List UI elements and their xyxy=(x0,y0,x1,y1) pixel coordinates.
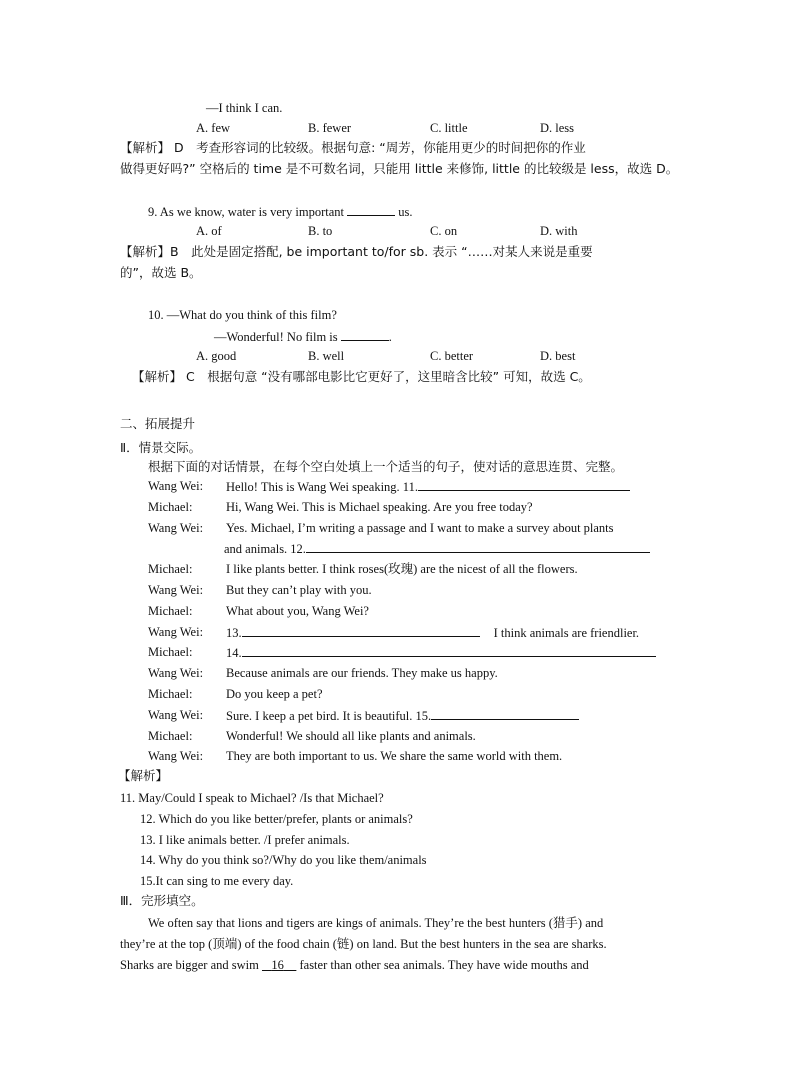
blank-16 xyxy=(262,958,296,972)
dialogue-speaker: Michael: xyxy=(148,562,193,576)
q8-option-c: C. little xyxy=(430,121,468,135)
q9-stem xyxy=(148,203,413,220)
dialogue-speaker: Wang Wei: xyxy=(148,666,204,680)
dialogue-line xyxy=(226,624,639,641)
blank-13 xyxy=(242,624,480,637)
q10-reply-text: —Wonderful! No film is xyxy=(214,330,338,344)
answer-item: 13. I like animals better. /I prefer animals. xyxy=(140,833,350,847)
q9-analysis-line1: 【解析】B 此处是固定搭配, be important to/for sb. 表示 “……对某人来说是重要 xyxy=(120,244,593,259)
q8-option-b: B. fewer xyxy=(308,121,352,135)
q8-analysis-line2: 做得更好吗?” 空格后的 time 是不可数名词，只能用 little 来修饰, little 的比较级是 less，故选 D。 xyxy=(120,161,679,176)
dialogue-speaker: Wang Wei: xyxy=(148,583,204,597)
blank-11 xyxy=(418,478,630,491)
dialogue-line: Do you keep a pet? xyxy=(226,687,323,701)
q9-stem-end: us. xyxy=(398,205,413,219)
dialogue-line: Yes. Michael, I’m writing a passage and I want to make a survey about plants xyxy=(226,521,614,535)
passage-text: faster than other sea animals. They have wide mouths and xyxy=(296,958,589,972)
answer-item: 11. May/Could I speak to Michael? /Is that Michael? xyxy=(120,791,384,805)
q8-option-a: A. few xyxy=(196,121,231,135)
part3-title: Ⅲ．完形填空。 xyxy=(120,893,204,908)
blank-12 xyxy=(306,540,650,553)
dialogue-text: Sure. I keep a pet bird. It is beautiful. 15. xyxy=(226,709,432,723)
q10-reply-end: . xyxy=(388,330,392,344)
q8-analysis-line1: 【解析】 D 考查形容词的比较级。根据句意: “周芳，你能用更少的时间把你的作业 xyxy=(120,140,586,155)
dialogue-text: I think animals are friendlier. xyxy=(493,626,640,640)
dialogue-line xyxy=(226,707,579,724)
q10-option-a: A. good xyxy=(196,349,237,363)
q9-option-a: A. of xyxy=(196,224,222,238)
dialogue-speaker: Wang Wei: xyxy=(148,521,204,535)
dialogue-line: Wonderful! We should all like plants and animals. xyxy=(226,729,476,743)
q9-stem-text: 9. As we know, water is very important xyxy=(148,205,345,219)
dialogue-speaker: Michael: xyxy=(148,687,193,701)
dialogue-speaker: Michael: xyxy=(148,500,193,514)
dialogue-speaker: Wang Wei: xyxy=(148,708,204,722)
q10-option-b: B. well xyxy=(308,349,345,363)
part2-title: Ⅱ．情景交际。 xyxy=(120,440,202,455)
dialogue-speaker: Wang Wei: xyxy=(148,479,204,493)
dialogue-speaker: Wang Wei: xyxy=(148,625,204,639)
answer-item: 12. Which do you like better/prefer, plants or animals? xyxy=(140,812,413,826)
dialogue-line: They are both important to us. We share the same world with them. xyxy=(226,749,563,763)
blank-16-number: 16 xyxy=(271,958,284,972)
part2-instruction: 根据下面的对话情景，在每个空白处填上一个适当的句子，使对话的意思连贯、完整。 xyxy=(148,459,624,474)
dialogue-line: Because animals are our friends. They make us happy. xyxy=(226,666,498,680)
dialogue-line: But they can’t play with you. xyxy=(226,583,372,597)
answers-label: 【解析】 xyxy=(118,768,169,783)
q9-analysis-line2: 的”，故选 B。 xyxy=(120,265,202,280)
dialogue-line xyxy=(224,540,650,557)
q10-option-d: D. best xyxy=(540,349,576,363)
dialogue-speaker: Michael: xyxy=(148,645,193,659)
q10-blank xyxy=(341,328,389,341)
passage-line: they’re at the top (顶端) of the food chain (链) on land. But the best hunters in the sea are sharks. xyxy=(120,937,607,951)
passage-line: We often say that lions and tigers are kings of animals. They’re the best hunters (猎手) and xyxy=(148,916,604,930)
dialogue-line xyxy=(226,644,656,661)
dialogue-text: and animals. 12. xyxy=(224,542,306,556)
q10-analysis: 【解析】 C 根据句意 “没有哪部电影比它更好了，这里暗含比较” 可知，故选 C。 xyxy=(132,369,591,384)
dialogue-line: I like plants better. I think roses(玫瑰) are the nicest of all the flowers. xyxy=(226,562,578,576)
q9-option-d: D. with xyxy=(540,224,578,238)
answer-item: 15.It can sing to me every day. xyxy=(140,874,294,888)
dialogue-text: Hello! This is Wang Wei speaking. 11. xyxy=(226,480,418,494)
blank-15 xyxy=(431,707,579,720)
q9-option-c: C. on xyxy=(430,224,458,238)
q10-stem: 10. —What do you think of this film? xyxy=(148,308,337,322)
dialogue-line: What about you, Wang Wei? xyxy=(226,604,369,618)
dialogue-speaker: Wang Wei: xyxy=(148,749,204,763)
dialogue-line xyxy=(226,478,630,495)
answer-item: 14. Why do you think so?/Why do you like them/animals xyxy=(140,853,427,867)
q10-option-c: C. better xyxy=(430,349,474,363)
q9-option-b: B. to xyxy=(308,224,333,238)
dialogue-text: 13. xyxy=(226,626,242,640)
dialogue-speaker: Michael: xyxy=(148,604,193,618)
q10-reply xyxy=(214,328,392,345)
dialogue-speaker: Michael: xyxy=(148,729,193,743)
dialogue-line: Hi, Wang Wei. This is Michael speaking. Are you free today? xyxy=(226,500,533,514)
q8-answer-line: —I think I can. xyxy=(206,101,283,115)
dialogue-text: 14. xyxy=(226,646,242,660)
passage-line xyxy=(120,957,589,973)
section2-title: 二、拓展提升 xyxy=(120,416,196,431)
passage-text: Sharks are bigger and swim xyxy=(120,958,262,972)
q9-blank xyxy=(347,203,395,216)
q8-option-d: D. less xyxy=(540,121,575,135)
blank-14 xyxy=(242,644,656,657)
